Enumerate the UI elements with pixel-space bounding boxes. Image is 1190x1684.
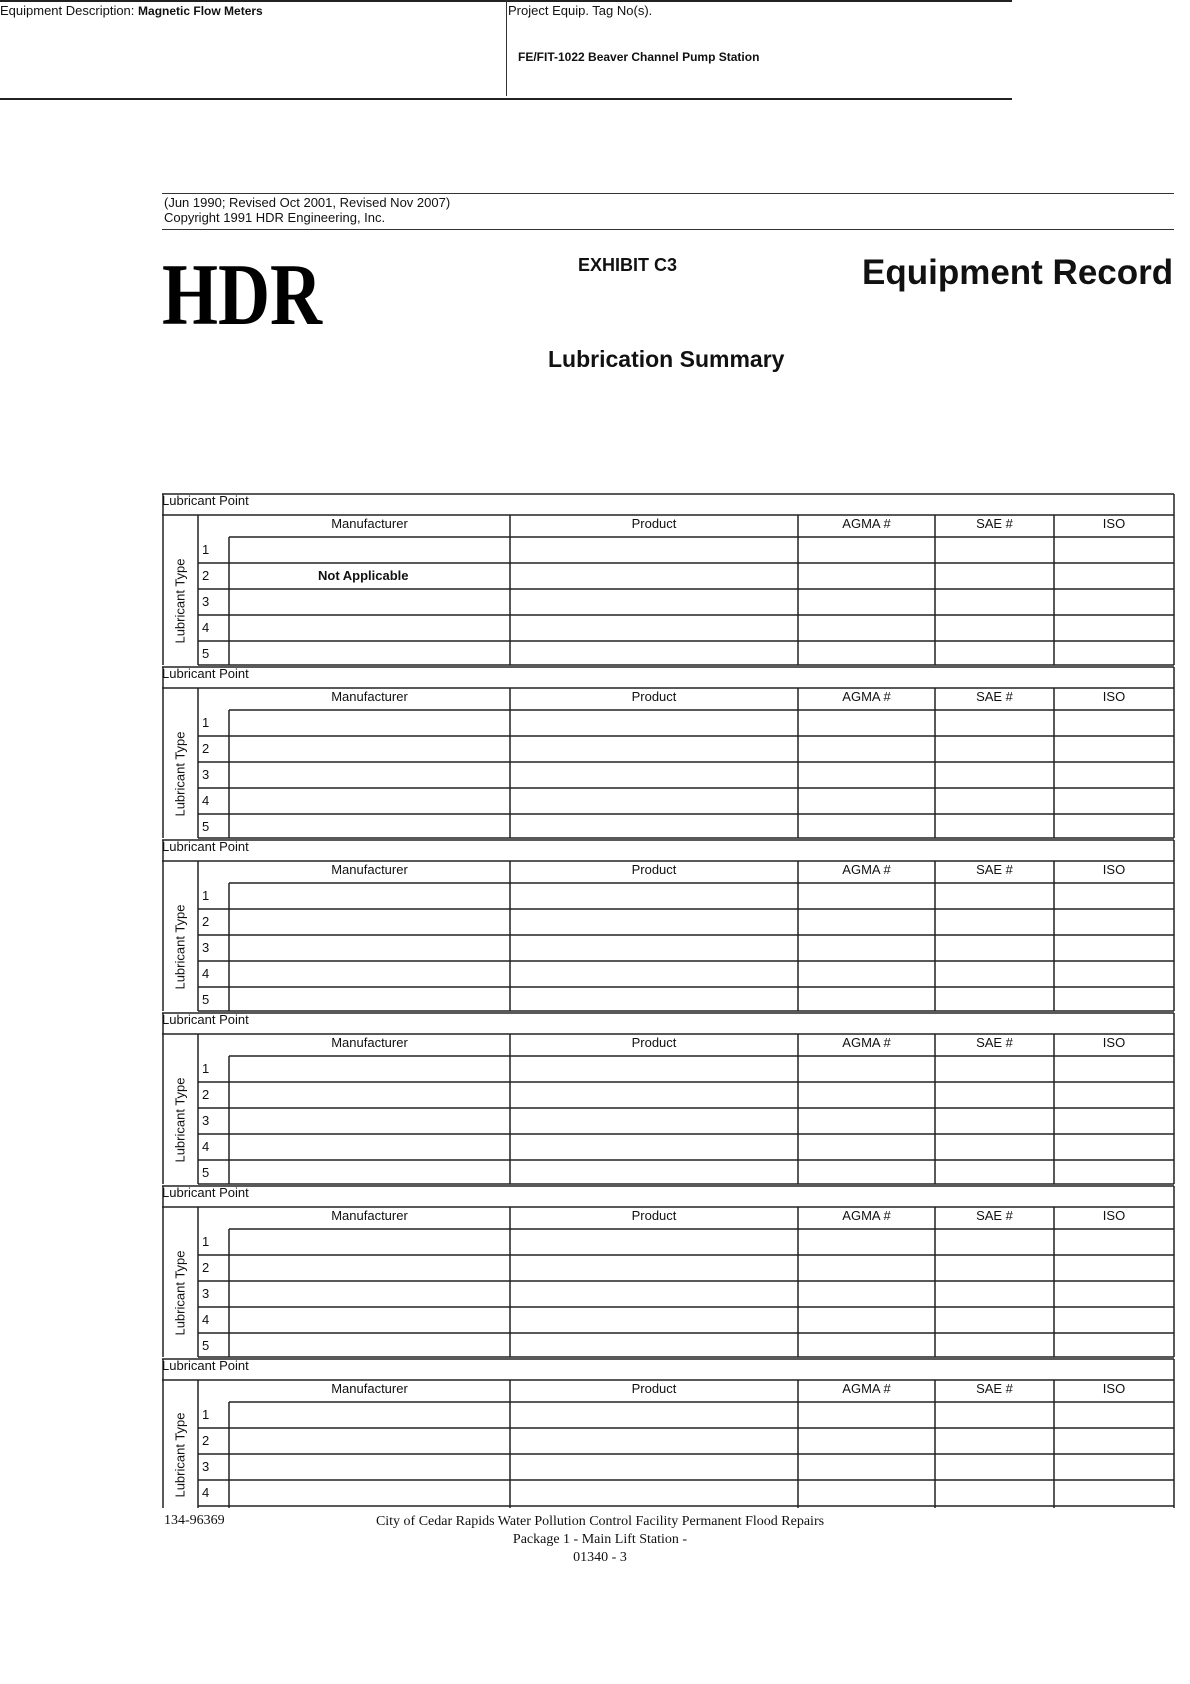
row-number: 1 xyxy=(202,542,210,557)
hdr-logo xyxy=(162,247,326,344)
row-number: 2 xyxy=(202,741,210,756)
equipment-description-label: Equipment Description: xyxy=(0,3,135,18)
column-header: AGMA # xyxy=(842,689,891,704)
row-number: 3 xyxy=(202,1113,210,1128)
exhibit-label: EXHIBIT C3 xyxy=(578,255,678,275)
row-number: 4 xyxy=(202,620,210,635)
row-number: 1 xyxy=(202,888,210,903)
row-number: 2 xyxy=(202,1087,210,1102)
section-title: Lubrication Summary xyxy=(548,346,785,372)
lubricant-type-label: Lubricant Type xyxy=(172,1412,188,1498)
lubricant-type-label: Lubricant Type xyxy=(172,1250,188,1336)
footer-line-3: 01340 - 3 xyxy=(573,1550,627,1565)
row-number: 5 xyxy=(202,1338,210,1353)
column-header: ISO xyxy=(1102,689,1126,704)
lubricant-point-block xyxy=(162,1185,1174,1357)
column-header: SAE # xyxy=(976,516,1013,531)
row-number: 1 xyxy=(202,1061,210,1076)
copyright-rule xyxy=(162,229,1174,230)
row-number: 2 xyxy=(202,1260,210,1275)
lubricant-point-label: Lubricant Point xyxy=(162,1358,249,1373)
row-number: 3 xyxy=(202,940,210,955)
column-header: Manufacturer xyxy=(331,689,408,704)
row-number: 4 xyxy=(202,1312,210,1327)
row-number: 4 xyxy=(202,1139,210,1154)
column-header: Manufacturer xyxy=(331,516,408,531)
row-number: 5 xyxy=(202,819,210,834)
lubricant-point-block xyxy=(162,839,1174,1011)
equipment-description xyxy=(0,3,263,18)
column-header: AGMA # xyxy=(842,516,891,531)
column-header: Product xyxy=(631,862,677,877)
lubricant-point-label: Lubricant Point xyxy=(162,839,249,854)
column-header: ISO xyxy=(1102,862,1126,877)
lubricant-type-label: Lubricant Type xyxy=(172,558,188,644)
lubricant-type-label: Lubricant Type xyxy=(172,904,188,990)
column-header: ISO xyxy=(1102,1035,1126,1050)
project-tag-label: Project Equip. Tag No(s). xyxy=(508,3,653,18)
page-title: Equipment Record xyxy=(862,253,1174,292)
row-number: 1 xyxy=(202,1407,210,1422)
column-header: Product xyxy=(631,689,677,704)
column-header: AGMA # xyxy=(842,1381,891,1396)
footer-center xyxy=(300,1513,900,1567)
row-number: 4 xyxy=(202,793,210,808)
column-header: AGMA # xyxy=(842,1208,891,1223)
lubricant-point-block xyxy=(162,493,1174,665)
top-rule xyxy=(162,193,1174,194)
column-header: AGMA # xyxy=(842,862,891,877)
column-header: ISO xyxy=(1102,1208,1126,1223)
row-number: 2 xyxy=(202,568,210,583)
lubricant-point-label: Lubricant Point xyxy=(162,493,249,508)
column-header: Product xyxy=(631,1381,677,1396)
row-number: 1 xyxy=(202,715,210,730)
footer-line-1: City of Cedar Rapids Water Pollution Control Facility Permanent Flood Repairs xyxy=(375,1514,825,1529)
row-number: 2 xyxy=(202,914,210,929)
revision-line: (Jun 1990; Revised Oct 2001, Revised Nov 2007) xyxy=(164,195,451,210)
revision-block xyxy=(164,195,450,225)
equipment-description-box xyxy=(0,0,1012,100)
row-number: 1 xyxy=(202,1234,210,1249)
column-header: ISO xyxy=(1102,1381,1126,1396)
lubricant-type-label: Lubricant Type xyxy=(172,1077,188,1163)
copyright-line: Copyright 1991 HDR Engineering, Inc. xyxy=(164,210,386,225)
column-header: SAE # xyxy=(976,689,1013,704)
column-header: SAE # xyxy=(976,1381,1013,1396)
column-header: Manufacturer xyxy=(331,1381,408,1396)
column-header: SAE # xyxy=(976,862,1013,877)
row-number: 3 xyxy=(202,1286,210,1301)
column-header: Product xyxy=(631,516,677,531)
project-tag-value: FE/FIT-1022 Beaver Channel Pump Station xyxy=(518,50,760,64)
lubricant-point-block xyxy=(162,1012,1174,1184)
row-number: 3 xyxy=(202,594,210,609)
column-header: AGMA # xyxy=(842,1035,891,1050)
lubricant-point-label: Lubricant Point xyxy=(162,1185,249,1200)
row-number: 5 xyxy=(202,646,210,661)
lubricant-point-block xyxy=(162,1358,1174,1508)
lubricant-type-label: Lubricant Type xyxy=(172,731,188,817)
not-applicable-text: Not Applicable xyxy=(318,568,409,583)
row-number: 5 xyxy=(202,992,210,1007)
column-header: SAE # xyxy=(976,1208,1013,1223)
row-number: 2 xyxy=(202,1433,210,1448)
row-number: 5 xyxy=(202,1165,210,1180)
row-number: 3 xyxy=(202,767,210,782)
lubricant-point-block xyxy=(162,666,1174,838)
footer-line-2: Package 1 - Main Lift Station - xyxy=(512,1532,688,1547)
lubricant-point-label: Lubricant Point xyxy=(162,666,249,681)
lubricant-point-label: Lubricant Point xyxy=(162,1012,249,1027)
column-header: ISO xyxy=(1102,516,1126,531)
logo-text: HDR xyxy=(162,247,324,344)
column-header: Product xyxy=(631,1208,677,1223)
equipment-description-value: Magnetic Flow Meters xyxy=(138,4,263,18)
column-header: Manufacturer xyxy=(331,1035,408,1050)
row-number: 4 xyxy=(202,1485,210,1500)
description-divider xyxy=(506,0,507,96)
footer-code: 134-96369 xyxy=(164,1513,225,1528)
column-header: SAE # xyxy=(976,1035,1013,1050)
column-header: Manufacturer xyxy=(331,1208,408,1223)
column-header: Manufacturer xyxy=(331,862,408,877)
column-header: Product xyxy=(631,1035,677,1050)
row-number: 4 xyxy=(202,966,210,981)
row-number: 3 xyxy=(202,1459,210,1474)
